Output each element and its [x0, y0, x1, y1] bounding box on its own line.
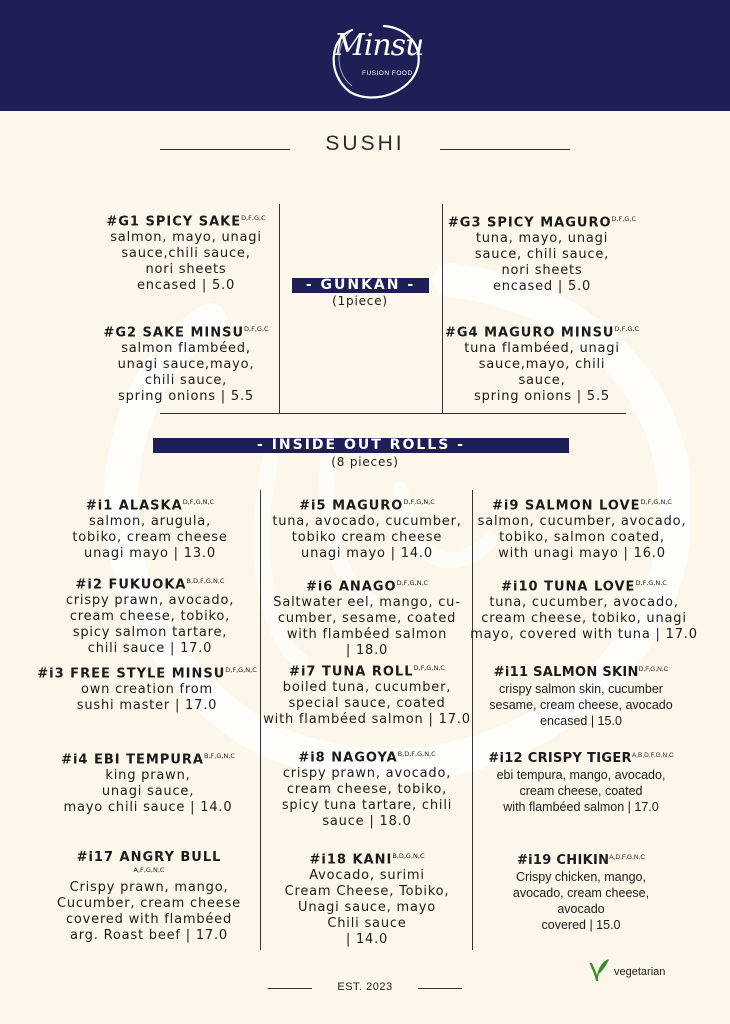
- title-rule-right: [440, 149, 570, 150]
- item-allergens: B,D,G,N,C: [392, 852, 425, 860]
- menu-item: [46, 850, 252, 944]
- item-name: #i5 MAGURO: [299, 498, 404, 514]
- item-name: #i4 EBI TEMPURA: [61, 752, 204, 768]
- item-description: own creation from sushi master | 17.0: [76, 682, 218, 714]
- item-name: #i19 CHIKIN: [516, 853, 610, 869]
- menu-item: [478, 662, 684, 729]
- menu-item: [34, 662, 260, 714]
- menu-item: [262, 575, 472, 659]
- menu-item: [50, 494, 250, 562]
- menu-item: [442, 211, 642, 295]
- menu-item: [474, 494, 690, 562]
- item-name: #G3 SPICY MAGURO: [447, 215, 612, 231]
- item-allergens: A,D,F,G,N,C: [609, 854, 646, 861]
- rolls-banner: - INSIDE OUT ROLLS -: [153, 438, 569, 453]
- item-name: #i8 NAGOYA: [298, 750, 398, 766]
- item-description: boiled tuna, cucumber, special sauce, coated with flambéed salmon | 17.0: [263, 680, 471, 728]
- item-name: #i6 ANAGO: [305, 579, 397, 595]
- menu-item: [96, 210, 276, 294]
- menu-item: [262, 494, 472, 562]
- item-description: salmon, arugula, tobiko, cream cheese unagi mayo | 13.0: [72, 514, 228, 562]
- menu-item: [96, 321, 276, 405]
- menu-item: [478, 850, 684, 933]
- item-name: #G2 SAKE MINSU: [103, 325, 245, 341]
- item-description: salmon, cucumber, avocado, tobiko, salmon coated, with unagi mayo | 16.0: [477, 514, 687, 562]
- item-description: crispy prawn, avocado, cream cheese, tobiko, spicy tuna tartare, chili sauce | 18.0: [281, 766, 453, 830]
- menu-item: [50, 573, 250, 657]
- item-description: Crispy chicken, mango, avocado, cream cheese, avocado covered | 15.0: [512, 870, 650, 933]
- title-rule-left: [160, 149, 290, 150]
- item-allergens: D,F,G,N,C: [635, 579, 667, 587]
- item-name: #i9 SALMON LOVE: [492, 498, 641, 514]
- item-allergens: D,F,G,C: [241, 214, 266, 222]
- item-description: tuna, mayo, unagi sauce, chili sauce, nori sheets encased | 5.0: [474, 231, 610, 295]
- item-name: #G4 MAGURO MINSU: [444, 325, 615, 341]
- item-allergens: D,F,G,C: [614, 325, 640, 333]
- item-name: #i11 SALMON SKIN: [493, 665, 639, 681]
- item-allergens: A,F,G,N,C: [133, 866, 165, 874]
- item-description: tuna flambéed, unagi sauce,mayo, chili sauce, spring onions | 5.5: [464, 341, 620, 405]
- item-allergens: D,F,G,C: [611, 215, 637, 223]
- menu-item: [262, 660, 472, 728]
- leaf-icon: [588, 958, 610, 982]
- item-name: #i7 TUNA ROLL: [289, 664, 414, 680]
- item-description: salmon, mayo, unagi sauce,chili sauce, nori sheets encased | 5.0: [110, 230, 262, 294]
- item-allergens: D,F,G,N,C: [396, 579, 429, 587]
- item-name: #i10 TUNA LOVE: [501, 579, 636, 595]
- menu-item: [40, 748, 256, 816]
- brand-tagline: FUSION FOOD: [362, 70, 413, 77]
- item-name: #G1 SPICY SAKE: [106, 214, 242, 230]
- item-name: #i18 KANI: [309, 852, 393, 868]
- menu-item: [262, 746, 472, 830]
- item-allergens: D,F,G,N,C: [182, 498, 215, 506]
- menu-item: [262, 848, 472, 948]
- vegetarian-label: vegetarian: [614, 966, 666, 978]
- section-title: SUSHI: [325, 132, 405, 155]
- item-description: crispy salmon skin, cucumber sesame, cream cheese, avocado encased | 15.0: [489, 682, 673, 729]
- item-allergens: D,F,G,C: [244, 325, 269, 333]
- item-allergens: D,F,G,N,C: [225, 666, 257, 674]
- item-description: Avocado, surimi Cream Cheese, Tobiko, Unagi sauce, mayo Chili sauce | 14.0: [284, 868, 450, 948]
- footer-rule-left: [268, 988, 312, 989]
- rolls-divider-left: [260, 490, 261, 950]
- item-description: tuna, cucumber, avocado, cream cheese, tobiko, unagi mayo, covered with tuna | 17.0: [470, 595, 698, 643]
- item-allergens: D,F,G,N,C: [403, 498, 435, 506]
- menu-item: [442, 321, 642, 405]
- menu-item: [478, 748, 684, 815]
- rolls-portion: (8 pieces): [331, 455, 399, 469]
- item-description: tuna, avocado, cucumber, tobiko cream cheese unagi mayo | 14.0: [272, 514, 462, 562]
- gunkan-banner: - GUNKAN -: [292, 278, 429, 293]
- item-name: #i1 ALASKA: [85, 498, 183, 514]
- footer-rule-right: [418, 988, 462, 989]
- item-allergens: B,D,F,G,N,C: [397, 750, 436, 758]
- item-allergens: D,F,G,N,C: [413, 664, 445, 672]
- vegetarian-legend: [588, 958, 688, 982]
- item-name: #i17 ANGRY BULL: [76, 850, 222, 865]
- rolls-divider-right: [472, 490, 473, 950]
- gunkan-divider-left: [279, 204, 280, 414]
- item-name: #i2 FUKUOKA: [75, 577, 187, 593]
- menu-item: [470, 575, 698, 643]
- item-allergens: B,F,G,N,C: [204, 752, 235, 760]
- item-description: salmon flambéed, unagi sauce,mayo, chili sauce, spring onions | 5.5: [117, 341, 255, 405]
- item-description: ebi tempura, mango, avocado, cream cheese, coated with flambéed salmon | 17.0: [496, 768, 666, 815]
- item-allergens: A,B,D,F,G,N,C: [631, 752, 674, 759]
- item-description: Crispy prawn, mango, Cucumber, cream cheese covered with flambéed arg. Roast beef | 17.0: [57, 880, 241, 943]
- brand-name: Minsu: [334, 28, 424, 63]
- item-name: #i3 FREE STYLE MINSU: [37, 666, 226, 682]
- item-allergens: B,D,F,G,N,C: [186, 577, 225, 585]
- item-name: #i12 CRISPY TIGER: [488, 751, 632, 767]
- brand-logo: [322, 22, 426, 102]
- item-description: Saltwater eel, mango, cu- cumber, sesame, coated with flambéed salmon | 18.0: [273, 595, 461, 659]
- item-allergens: D,F,G,N,C: [640, 498, 672, 506]
- gunkan-bottom-rule: [160, 413, 626, 414]
- item-description: crispy prawn, avocado, cream cheese, tobiko, spicy salmon tartare, chili sauce | 17.0: [65, 593, 235, 657]
- item-description: king prawn, unagi sauce, mayo chili sauce | 14.0: [63, 768, 233, 816]
- established-text: EST. 2023: [337, 981, 393, 993]
- item-allergens: D,F,G,N,C: [638, 666, 669, 673]
- header-band: [0, 0, 730, 111]
- gunkan-portion: (1piece): [332, 294, 388, 308]
